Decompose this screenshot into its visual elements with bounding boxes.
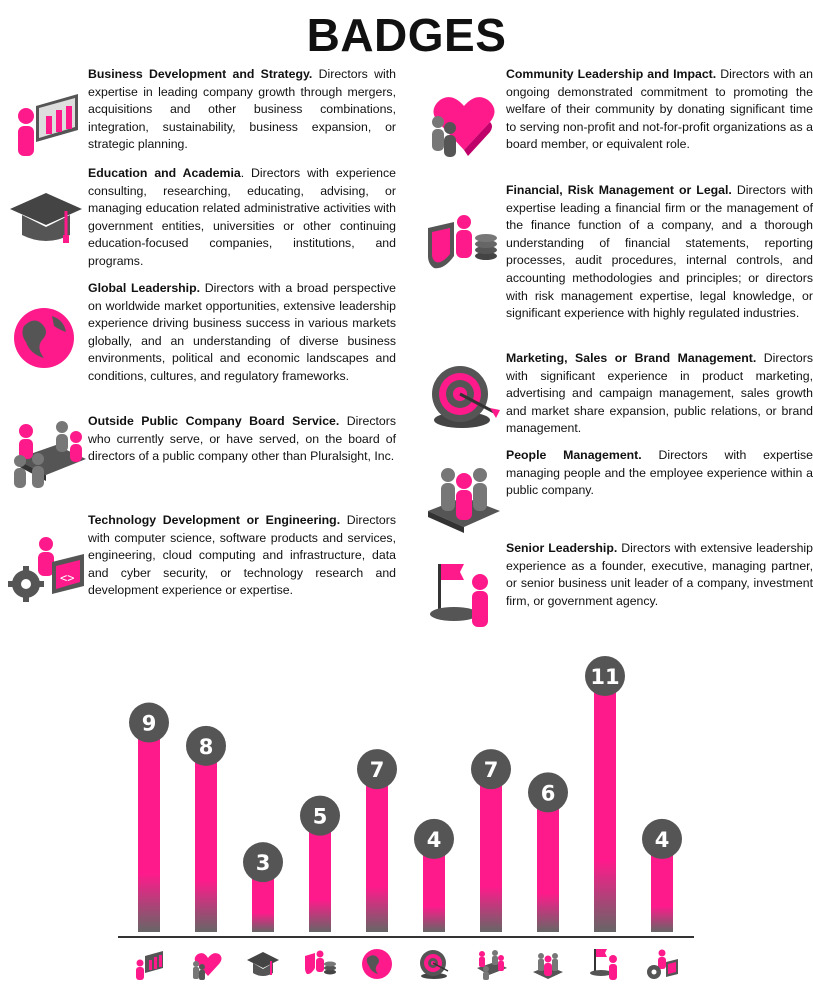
- bar-chart-person-icon: [6, 86, 88, 170]
- heart-people-icon: [193, 953, 222, 980]
- bar-value-label: 6: [540, 781, 556, 806]
- badge-title: Technology Development or Engineering.: [88, 513, 341, 527]
- target-icon: [424, 358, 506, 442]
- bar-senior-leadership: [594, 676, 616, 932]
- badge-marketing: [424, 350, 813, 442]
- badge-text: Directors with expertise managing people and the employee experience within a public company.: [506, 448, 813, 498]
- bar-chart-person-icon: [136, 951, 163, 980]
- badge-title: Education and Academia: [88, 166, 241, 180]
- badge-text: Directors with a broad perspective on worldwide market opportunities, extensive leadership experience driving business success in various markets globally, and an understanding of diverse business environments, political and economic landscapes and conditions, cultures, and regulatory frameworks.: [88, 281, 396, 383]
- badge-text: Directors with expertise in leading company growth through mergers, acquisitions and other business combinations, integration, sustainability, business expansion, or strategic planning.: [88, 67, 396, 152]
- bar-community-leadership-and-impact: [195, 746, 217, 932]
- page-title: BADGES: [306, 9, 507, 61]
- badge-people: [424, 447, 813, 541]
- bar-people-management: [537, 792, 559, 932]
- badge-outside-board: [6, 413, 396, 513]
- badge-title: Financial, Risk Management or Legal.: [506, 183, 732, 197]
- bar-business-development-and-strategy: [138, 723, 160, 932]
- graduation-cap-icon: [6, 185, 88, 269]
- badge-text: Directors who currently serve, or have served, on the board of directors of a public company other than Pluralsight, Inc.: [88, 414, 396, 464]
- gear-code-icon: [647, 950, 678, 980]
- badge-community: [424, 66, 813, 172]
- badge-text: Directors with significant experience in product marketing, advertising and campaign management, sales growth and market share expansion, public relations, or brand management.: [506, 351, 813, 436]
- heart-people-icon: [424, 86, 506, 172]
- bar-chart-svg: [0, 650, 813, 1000]
- badge-title: Business Development and Strategy.: [88, 67, 313, 81]
- bar-outside-public-company-board-service: [480, 769, 502, 932]
- bars-layer: [129, 656, 682, 932]
- bar-value-label: 7: [483, 758, 499, 783]
- gear-code-icon: [6, 532, 88, 614]
- badge-text: Directors with computer science, software products and services, engineering, cloud computing and infrastructure, data and cyber security, or technology research and development experience or expertise.: [88, 513, 396, 598]
- bar-value-label: 4: [426, 827, 442, 852]
- badge-technology: [6, 512, 396, 614]
- badge-text: . Directors with experience consulting, researching, educating, advising, or managing education related administrative activities with government entities, universities or other continuing education-focused companies, institutions, and programs.: [88, 166, 397, 268]
- bar-value-label: 4: [654, 827, 670, 852]
- target-icon: [420, 950, 448, 979]
- bar-global-leadership: [366, 769, 388, 932]
- shield-coins-icon: [305, 951, 336, 975]
- bar-value-label: 3: [255, 851, 271, 876]
- category-icons-layer: [136, 949, 678, 980]
- badge-title: Senior Leadership.: [506, 541, 618, 555]
- svg-text:<>: <>: [60, 571, 75, 585]
- bar-value-label: 9: [141, 711, 157, 736]
- badge-text: Directors with extensive leadership experience as a founder, executive, managing partner, or senior business unit leader of a company, investment firm, or government agency.: [506, 541, 813, 608]
- badge-title: People Management.: [506, 448, 642, 462]
- boardroom-icon: [6, 415, 88, 513]
- badge-education: [6, 165, 396, 271]
- badge-business-development: [6, 66, 396, 170]
- bar-value-label: 8: [198, 734, 214, 759]
- badge-global: [6, 280, 396, 402]
- badge-text: Directors with an ongoing demonstrated commitment to promoting the welfare of their community by donating significant time to serving non-profit and not-for-profit organizations as a board member, or equivalent role.: [506, 67, 813, 152]
- people-icon: [533, 953, 563, 979]
- bar-value-label: 7: [369, 758, 385, 783]
- bar-value-label: 5: [312, 804, 328, 829]
- badge-financial: [424, 182, 813, 323]
- badge-count-chart: [0, 650, 813, 1000]
- flag-person-icon: [424, 560, 506, 644]
- people-icon: [424, 449, 506, 541]
- badge-title: Marketing, Sales or Brand Management.: [506, 351, 757, 365]
- badge-title: Outside Public Company Board Service.: [88, 414, 340, 428]
- badge-text: Directors with expertise leading a financial firm or the management of the finance function of a company, and a thorough understanding of financial statements, reporting processes, audit procedures, internal controls, and accounting methodologies and principles; or directors with risk management expertise, legal knowledge, or significant experience with highly regulated industries.: [506, 183, 813, 321]
- boardroom-icon: [477, 950, 507, 980]
- badge-senior: [424, 540, 813, 644]
- shield-coins-icon: [424, 212, 506, 322]
- flag-person-icon: [590, 949, 617, 980]
- bar-value-label: 11: [590, 665, 620, 689]
- globe-icon: [6, 302, 88, 402]
- badge-title: Community Leadership and Impact.: [506, 67, 717, 81]
- graduation-cap-icon: [247, 952, 279, 976]
- badge-title: Global Leadership.: [88, 281, 201, 295]
- globe-icon: [362, 949, 392, 979]
